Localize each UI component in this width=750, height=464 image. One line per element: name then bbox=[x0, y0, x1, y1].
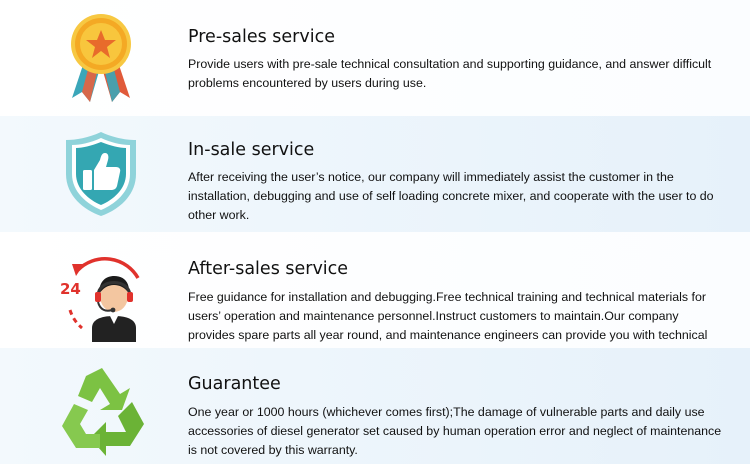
service-row-pre-sales bbox=[0, 0, 750, 116]
support-agent-24h-icon bbox=[58, 248, 152, 342]
service-row-guarantee bbox=[0, 348, 750, 464]
service-description: Free guidance for installation and debugging.Free technical training and technical materials for users’ operation and maintenance personnel.Instruct customers to maintain.Our company provides spare parts all year round, and maintenance engineers can provide you with technical bbox=[188, 290, 708, 342]
service-row-after-sales bbox=[0, 232, 750, 348]
recycle-icon bbox=[56, 362, 150, 456]
service-title: Guarantee bbox=[188, 374, 281, 394]
award-medal-icon bbox=[54, 10, 148, 104]
service-description: Provide users with pre-sale technical consultation and supporting guidance, and answer difficult problems encountered by users during use. bbox=[188, 57, 712, 90]
thumbs-up-shield-icon bbox=[54, 126, 148, 220]
service-description: After receiving the user’s notice, our company will immediately assist the customer in the installation, debugging and use of self loading concrete mixer, and cooperate with the user to do other work. bbox=[188, 170, 714, 222]
service-title: After-sales service bbox=[188, 259, 349, 279]
service-title: In-sale service bbox=[188, 140, 315, 160]
service-description: One year or 1000 hours (whichever comes first);The damage of vulnerable parts and daily use accessories of diesel generator set caused by human operation error and neglect of maintenance is not covered by this warranty. bbox=[188, 405, 722, 457]
agent-24-label: 24 bbox=[60, 280, 81, 298]
service-title: Pre-sales service bbox=[188, 27, 335, 47]
service-row-in-sale bbox=[0, 116, 750, 232]
